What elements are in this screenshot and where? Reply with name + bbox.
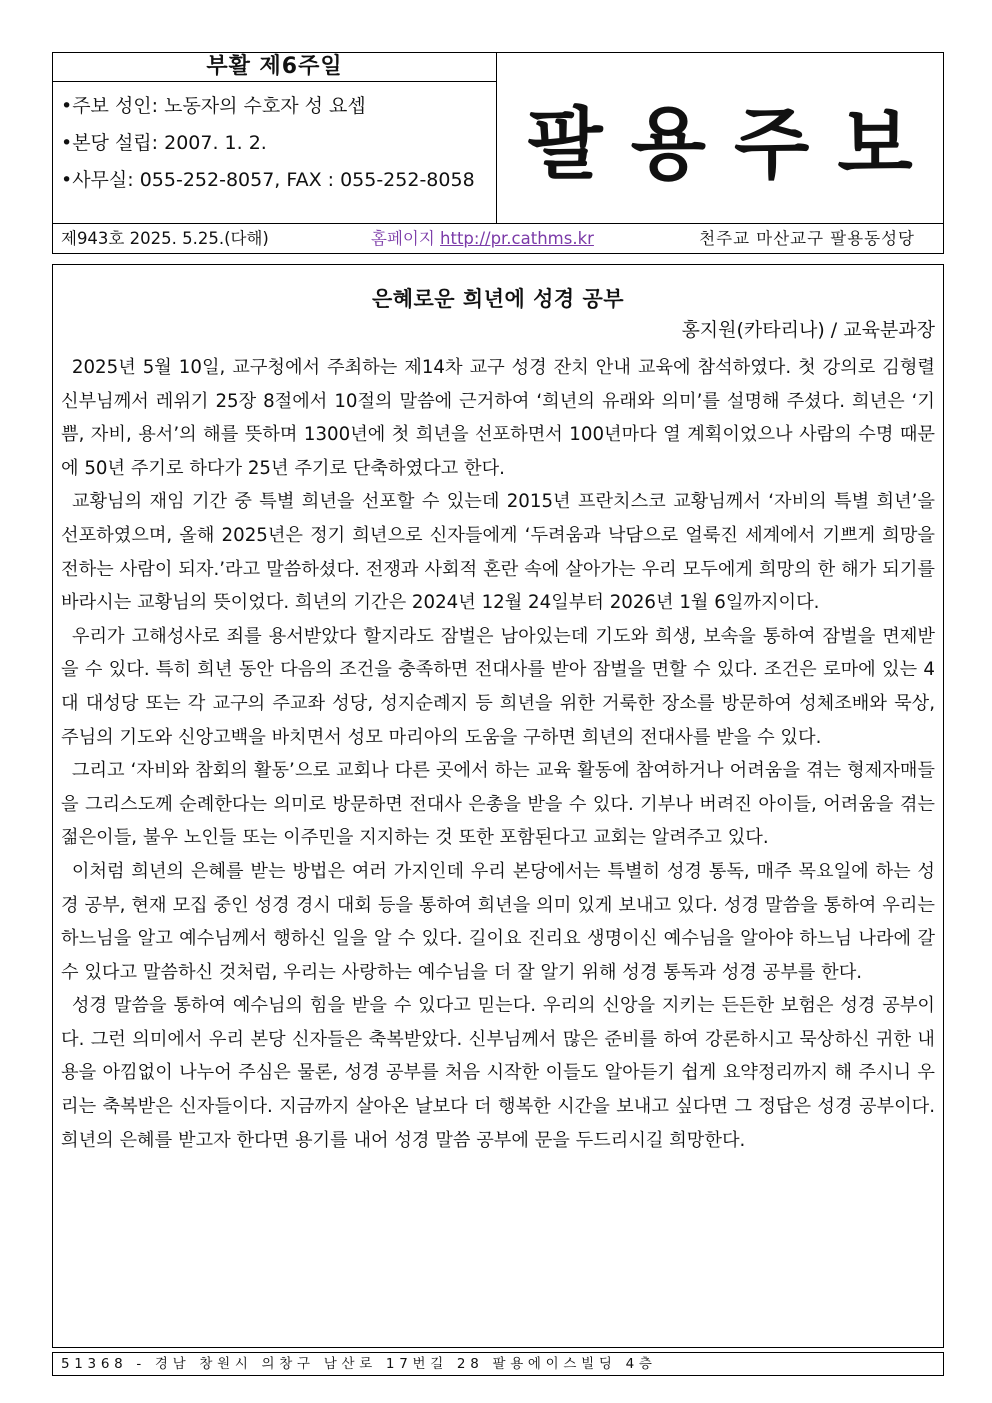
week-title: 부활 제6주일: [53, 53, 496, 82]
article-paragraph: 2025년 5월 10일, 교구청에서 주최하는 제14차 교구 성경 잔치 안내 교육에 참석하였다. 첫 강의로 김형렬 신부님께서 레위기 25장 8절에서 10절의 말씀에 근거하여 ‘희년의 유래와 의미’를 설명해 주셨다. 희년은 ‘기쁨, 자비, 용서’의 해를 뜻하며 1300년에 첫 희년을 선포하면서 100년마다 열 계획이었으나 사람의 수명 때문에 50년 주기로 하다가 25년 주기로 단축하였다고 한다.: [61, 357, 935, 479]
article-body: [61, 351, 935, 1157]
issue-number-date: 제943호 2025. 5.25.(다해): [61, 229, 269, 248]
issue-bar: [52, 224, 944, 254]
office-contact-info: •사무실: 055-252-8057, FAX : 055-252-8058: [61, 169, 475, 191]
address-footer: 5 1 3 6 8 - 경 남 창 원 시 의 창 구 남 산 로 1 7 번 길 2 8 팔 용 에 이 스 빌 딩 4 층: [52, 1352, 944, 1376]
bulletin-title: 팔용주보: [527, 99, 941, 190]
article-paragraph: 그리고 ‘자비와 참회의 활동’으로 교회나 다른 곳에서 하는 교육 활동에 참여하거나 어려움을 겪는 형제자매들을 그리스도께 순례한다는 의미로 방문하면 전대사 은총을 받을 수 있다. 기부나 버려진 아이들, 어려움을 겪는 젊은이들, 불우 노인들 또는 이주민을 지지하는 것 또한 포함된다고 교회는 알려주고 있다.: [61, 760, 935, 849]
article-author: 홍지원(카타리나) / 교육분과장: [681, 319, 935, 341]
masthead: [497, 53, 943, 223]
article-box: [52, 264, 944, 1348]
article-paragraph: 우리가 고해성사로 죄를 용서받았다 할지라도 잠벌은 남아있는데 기도와 희생, 보속을 통하여 잠벌을 면제받을 수 있다. 특히 희년 동안 다음의 조건을 충족하면 전대사를 받아 잠벌을 면할 수 있다. 조건은 로마에 있는 4대 대성당 또는 각 교구의 주교좌 성당, 성지순례지 등 희년을 위한 거룩한 장소를 방문하여 성체조배와 묵상, 주님의 기도와 신앙고백을 바치면서 성모 마리아의 도움을 구하면 희년의 전대사를 받을 수 있다.: [61, 625, 935, 748]
header-info-panel: [53, 53, 497, 223]
article-title: 은혜로운 희년에 성경 공부: [371, 287, 625, 311]
article-paragraph: 성경 말씀을 통하여 예수님의 힘을 받을 수 있다고 믿는다. 우리의 신앙을 지키는 든든한 보험은 성경 공부이다. 그런 의미에서 우리 본당 신자들은 축복받았다. 신부님께서 많은 준비를 하여 강론하시고 묵상하신 귀한 내용을 아낌없이 나누어 주심은 물론, 성경 공부를 처음 시작한 이들도 알아듣기 쉽게 요약정리까지 해 주시니 우리는 축복받은 신자들이다. 지금까지 살아온 날보다 더 행복한 시간을 보내고 싶다면 그 정답은 성경 공부이다. 희년의 은혜를 받고자 한다면 용기를 내어 성경 말씀 공부에 문을 두드리시길 희망한다.: [61, 995, 935, 1151]
homepage-link[interactable]: [371, 224, 594, 253]
bulletin-header: [52, 52, 944, 224]
parish-info-list: [53, 88, 496, 199]
article-paragraph: 교황님의 재임 기간 중 특별 희년을 선포할 수 있는데 2015년 프란치스코 교황님께서 ‘자비의 특별 희년’을 선포하였으며, 올해 2025년은 정기 희년으로 신자들에게 ‘두려움과 낙담으로 얼룩진 세계에서 기쁘게 희망을 전하는 사람이 되자.’라고 말씀하셨다. 전쟁과 사회적 혼란 속에 살아가는 우리 모두에게 희망의 한 해가 되기를 바라시는 교황님의 뜻이었다. 희년의 기간은 2024년 12월 24일부터 2026년 1월 6일까지이다.: [61, 491, 935, 614]
patron-saint-info: •주보 성인: 노동자의 수호자 성 요셉: [61, 95, 366, 117]
founding-date-info: •본당 설립: 2007. 1. 2.: [61, 132, 267, 154]
homepage-label[interactable]: 홈페이지: [371, 229, 435, 248]
article-paragraph: 이처럼 희년의 은혜를 받는 방법은 여러 가지인데 우리 본당에서는 특별히 성경 통독, 매주 목요일에 하는 성경 공부, 현재 모집 중인 성경 경시 대회 등을 통하여 희년을 의미 있게 보내고 있다. 성경 말씀을 통하여 우리는 하느님을 알고 예수님께서 행하신 일을 알 수 있다. 길이요 진리요 생명이신 예수님을 알아야 하느님 나라에 갈 수 있다고 말씀하신 것처럼, 우리는 사랑하는 예수님을 더 잘 알기 위해 성경 통독과 성경 공부를 한다.: [61, 860, 935, 983]
church-name: 천주교 마산교구 팔용동성당: [699, 229, 915, 248]
homepage-url[interactable]: http://pr.cathms.kr: [440, 229, 594, 248]
